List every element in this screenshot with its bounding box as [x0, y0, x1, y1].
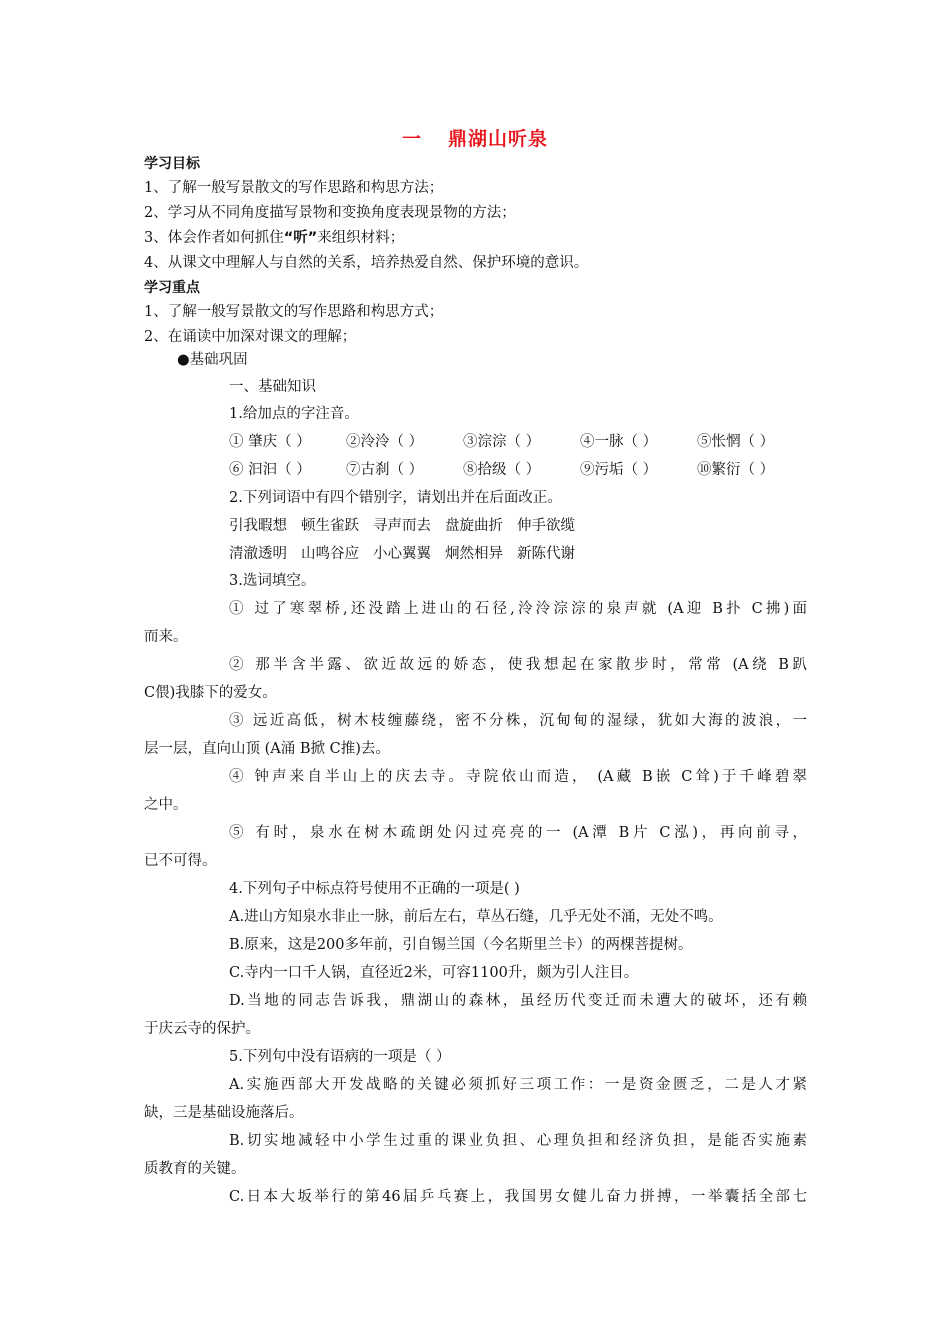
q2-word: 寻声而去	[373, 518, 431, 534]
q3-item-1: ① 过了寒翠桥,还没踏上进山的石径,泠泠淙淙的泉声就 (A迎 B扑 C拂)面	[229, 601, 807, 617]
focus-item-2: 2、在诵读中加深对课文的理解；	[144, 329, 357, 345]
page-title	[0, 124, 950, 151]
q4-option-d: D.当地的同志告诉我，鼎湖山的森林，虽经历代变迁而未遭大的破坏，还有赖	[229, 993, 807, 1009]
q3-stem: 3.选词填空。	[229, 573, 316, 589]
q1-row-1	[229, 432, 774, 452]
q1-item: ⑨污垢（ ）	[580, 462, 658, 478]
q3-item-3-cont: 层一层，直向山顶 (A涌 B掀 C推)去。	[144, 741, 390, 757]
q3-item-2: ② 那半含半露、欲近故远的娇态，使我想起在家散步时，常常 (A绕 B趴	[229, 657, 807, 673]
goal-item-3-emphasis: “听”	[283, 230, 318, 246]
q3-item-3: ③ 远近高低，树木枝缠藤绕，密不分株，沉甸甸的湿绿，犹如大海的波浪，一	[229, 713, 807, 729]
q2-word: 盘旋曲折	[445, 518, 503, 534]
q4-option-d-cont: 于庆云寺的保护。	[144, 1021, 260, 1037]
q5-option-b-cont: 质教育的关键。	[144, 1161, 246, 1177]
q1-item: ⑧拾级（ ）	[463, 462, 541, 478]
q4-stem: 4.下列句子中标点符号使用不正确的一项是( )	[229, 881, 520, 897]
q5-stem: 5.下列句中没有语病的一项是（ ）	[229, 1049, 451, 1065]
q5-option-b: B.切实地减轻中小学生过重的课业负担、心理负担和经济负担，是能否实施素	[229, 1133, 807, 1149]
goal-item-3-tail: 来组织材料；	[317, 230, 405, 246]
q1-item: ⑦古刹（ ）	[346, 462, 424, 478]
q1-item: ②泠泠（ ）	[346, 434, 424, 450]
focus-item-1: 1、了解一般写景散文的写作思路和构思方式；	[144, 304, 444, 320]
q1-item: ⑩繁衍（ ）	[697, 462, 775, 478]
part1-heading: 一、基础知识	[229, 379, 316, 395]
q5-option-a: A.实施西部大开发战略的关键必须抓好三项工作：一是资金匮乏，二是人才紧	[229, 1077, 807, 1093]
focus-heading: 学习重点	[144, 280, 200, 296]
q3-item-1-cont: 而来。	[144, 629, 188, 645]
goal-item-4: 4、从课文中理解人与自然的关系，培养热爱自然、保护环境的意识。	[144, 255, 589, 271]
q1-item: ⑥ 汩汩（ ）	[229, 462, 311, 478]
section-bullet-heading: ●基础巩固	[177, 352, 248, 368]
q1-item: ④一脉（ ）	[580, 434, 658, 450]
goal-item-3-text: 3、体会作者如何抓住	[144, 230, 284, 246]
q3-item-5: ⑤ 有时，泉水在树木疏朗处闪过亮亮的一 (A潭 B片 C泓)，再向前寻，	[229, 825, 807, 841]
q2-word: 伸手欲缆	[517, 518, 575, 534]
title-number: 一	[401, 128, 422, 150]
q2-stem: 2.下列词语中有四个错别字，请划出并在后面改正。	[229, 490, 562, 506]
goals-heading: 学习目标	[144, 156, 200, 172]
goal-item-2: 2、学习从不同角度描写景物和变换角度表现景物的方法；	[144, 205, 516, 221]
q2-word: 顿生雀跃	[301, 518, 359, 534]
q2-word: 清澈透明	[229, 546, 287, 562]
q3-item-4: ④ 钟声来自半山上的庆去寺。寺院依山而造， (A藏 B嵌 C耸)于千峰碧翠	[229, 769, 807, 785]
q5-option-a-cont: 缺，三是基础设施落后。	[144, 1105, 304, 1121]
q2-row-2	[229, 544, 589, 564]
q4-option-a: A.进山方知泉水非止一脉，前后左右，草丛石缝，几乎无处不涌，无处不鸣。	[229, 909, 723, 925]
goal-item-3	[144, 228, 404, 248]
goal-item-1: 1、了解一般写景散文的写作思路和构思方法；	[144, 180, 444, 196]
q1-row-2	[229, 460, 774, 480]
q2-word: 小心翼翼	[373, 546, 431, 562]
q1-item: ① 肇庆（ ）	[229, 434, 311, 450]
title-text: 鼎湖山听泉	[448, 128, 549, 150]
q4-option-b: B.原来，这是200多年前，引自锡兰国（今名斯里兰卡）的两棵菩提树。	[229, 937, 693, 953]
q2-word: 引我暇想	[229, 518, 287, 534]
q4-option-c: C.寺内一口千人锅，直径近2米，可容1100升，颇为引人注目。	[229, 965, 639, 981]
q3-item-5-cont: 已不可得。	[144, 853, 217, 869]
q1-item: ③淙淙（ ）	[463, 434, 541, 450]
q1-item: ⑤怅惘（ ）	[697, 434, 775, 450]
q3-item-4-cont: 之中。	[144, 797, 188, 813]
q2-word: 山鸣谷应	[301, 546, 359, 562]
q5-option-c: C.日本大坂举行的第46届乒乓赛上，我国男女健儿奋力拼搏，一举囊括全部七	[229, 1189, 807, 1205]
q2-word: 新陈代谢	[517, 546, 575, 562]
q2-word: 炯然相异	[445, 546, 503, 562]
q2-row-1	[229, 516, 589, 536]
q1-stem: 1.给加点的字注音。	[229, 406, 359, 422]
q3-item-2-cont: C偎)我膝下的爱女。	[144, 685, 277, 701]
